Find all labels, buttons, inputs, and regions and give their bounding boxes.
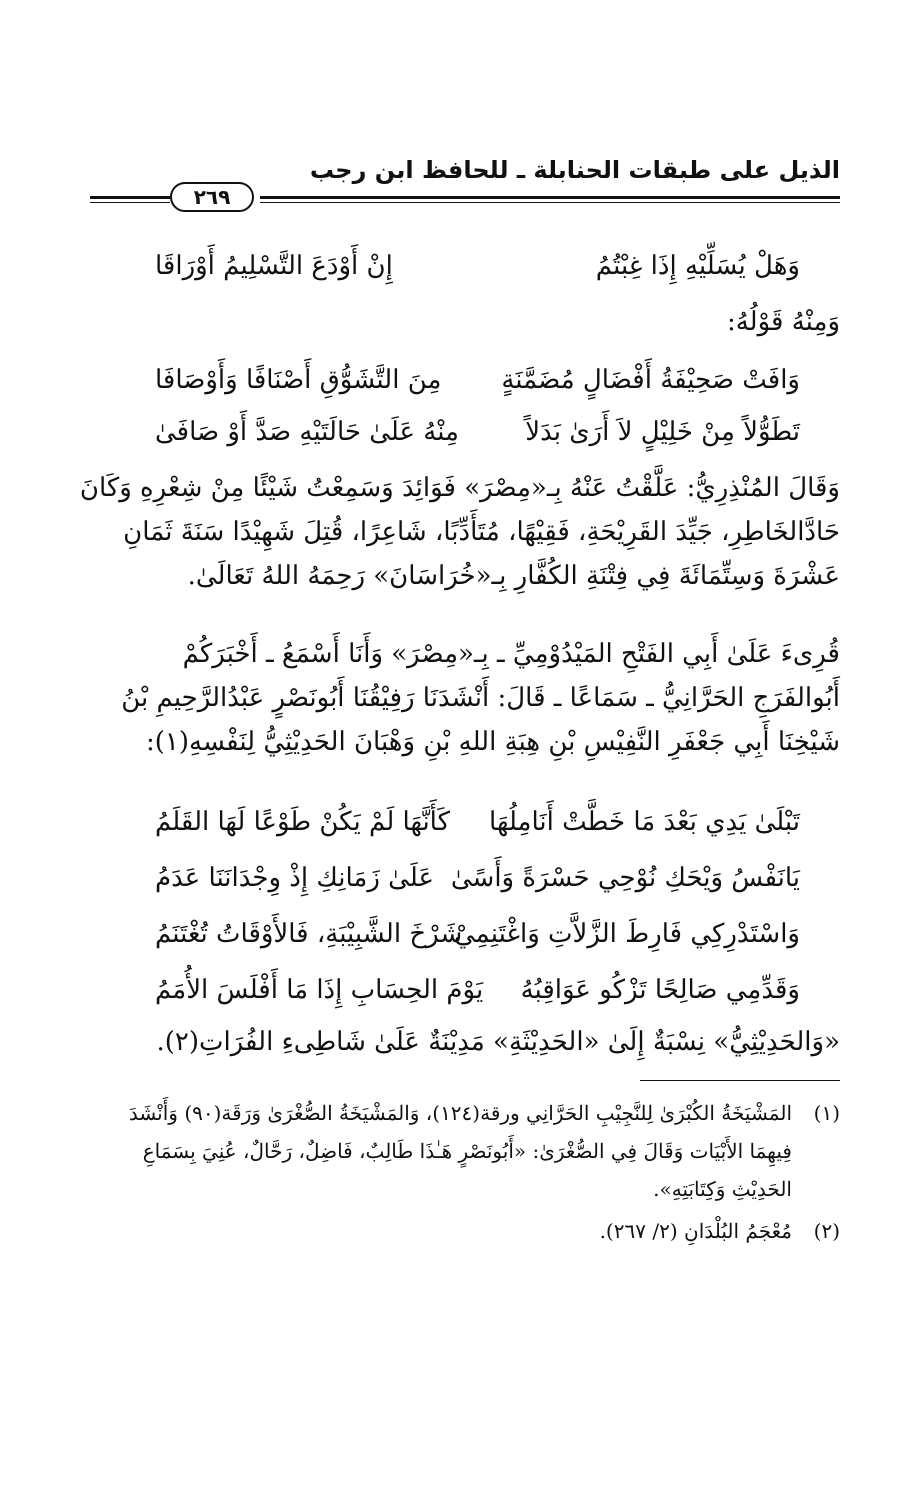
verse-second-hemistich: مِنَ التَّشَوُّقِ أَصْنَافًا وَأَوْصَافَا (155, 365, 442, 395)
verse-first-hemistich: وَقَدِّمِي صَالِحًا تَزْكُو عَوَاقِبُهُ (520, 975, 800, 1005)
footnote-number: (١) (813, 1101, 840, 1125)
footnote-line (90, 1094, 840, 1132)
poem2-verse-3 (100, 904, 840, 964)
footnote-number: (٢) (813, 1219, 840, 1243)
footnote-text: مُعْجَمُ البُلْدَانِ (٢/ ٢٦٧). (599, 1219, 792, 1243)
paragraph-isnad (90, 632, 840, 764)
verse-first-hemistich: وَهَلْ يُسَلِّيْهِ إِذَا غِبْتُمُ (595, 251, 800, 281)
prose-line: حَادَّالخَاطِرِ، جَيِّدَ القَرِيْحَةِ، فَقِيْهًا، مُتَأَدِّبًا، شَاعِرًا، قُتِلَ شَهِيْدًا سَنَةَ ثَمَانِ (123, 517, 840, 547)
poem1-verse-1 (100, 350, 840, 410)
header-rule-left (90, 196, 170, 199)
footnote-line: الحَدِيْثِ وَكِتَابَتِهِ». (653, 1177, 792, 1201)
verse-first-hemistich: تَطَوُّلاً مِنْ خَلِيْلٍ لاَ أَرَىٰ بَدَلاً (525, 417, 800, 447)
prose-line: قُرِىءَ عَلَىٰ أَبِي الفَتْحِ المَيْدُوْمِيِّ ـ بِـ«مِصْرَ» وَأَنَا أَسْمَعُ ـ أَخْبَرَكُمْ (182, 639, 840, 669)
prose-line: أَبُوالفَرَجِ الحَرَّانِيُّ ـ سَمَاعًا ـ قَالَ: أَنْشَدَنَا رَفِيْقُنَا أَبُونَصْرٍ عَبْدُالرَّحِيمِ بْنُ (121, 683, 840, 713)
footnote-text: المَشْيَخَةُ الكُبْرَىٰ لِلنَّجِيْبِ الحَرَّانِي ورقة(١٢٤)، وَالمَشْيَخَةُ الصُّغْرَىٰ وَرَقَة(٩٠) وَأَنْشَدَ (128, 1101, 792, 1125)
page-number: ٢٦٩ (170, 182, 254, 212)
verse-second-hemistich: شَرْخَ الشَّبِيْبَةِ، فَالأَوْقَاتُ تُغْتَنَمُ (155, 919, 463, 949)
prose-line: وَقَالَ المُنْذِرِيُّ: عَلَّقْتُ عَنْهُ بِـ«مِصْرَ» فَوَائِدَ وَسَمِعْتُ شَيْئًا مِنْ شِعْرِهِ وَكَانَ (79, 473, 840, 503)
verse-second-hemistich: مِنْهُ عَلَىٰ حَالَتَيْهِ صَدَّ أَوْ صَافَىٰ (155, 417, 459, 447)
poem2-verse-1 (100, 792, 840, 852)
verse-first-hemistich: وَاسْتَدْرِكِي فَارِطَ الزَّلاَّتِ وَاغْتَنِمِيْ (454, 919, 800, 949)
paragraph-mundhiri (79, 466, 840, 598)
poem2-verse-2 (100, 848, 840, 908)
verse-second-hemistich: يَوْمَ الحِسَابِ إِذَا مَا أَفْلَسَ الأُمَمُ (155, 975, 484, 1005)
intro-text: وَمِنْهُ قَوْلُهُ: (726, 307, 840, 337)
prose-line: شَيْخِنَا أَبِي جَعْفَرِ النَّفِيْسِ بْنِ هِبَةِ اللهِ بْنِ وَهْبَانَ الحَدِيْثِيُّ لِنَفْسِهِ(١): (146, 727, 840, 757)
footnote-2 (90, 1212, 840, 1250)
verse-second-hemistich: إِنْ أَوْدَعَ التَّسْلِيمُ أَوْرَاقَا (155, 251, 393, 281)
poem2-verse-4 (100, 960, 840, 1020)
verse-top (100, 236, 840, 296)
footnote-1 (90, 1094, 840, 1208)
intro-line (90, 300, 840, 344)
verse-first-hemistich: تَبْلَىٰ يَدِي بَعْدَ مَا خَطَّتْ أَنَامِلُهَا (489, 807, 800, 837)
header-rule (90, 185, 840, 218)
verse-first-hemistich: يَانَفْسُ وَيْحَكِ نُوْحِي حَسْرَةً وَأَسًىٰ (450, 863, 800, 893)
footnote-separator (640, 1080, 840, 1081)
header-rule-right (260, 196, 840, 199)
footnote-line: فِيهِمَا الأَبْيَات وَقَالَ فِي الصُّغْرَىٰ: «أَبُونَصْرٍ هَـٰذَا طَالِبٌ، فَاضِلٌ، رَحَّالٌ، عُنِيَ بِسَمَاعِ (142, 1139, 792, 1163)
verse-second-hemistich: كَأَنَّهَا لَمْ يَكُنْ طَوْعًا لَهَا القَلَمُ (155, 807, 450, 837)
verse-first-hemistich: وَافَتْ صَحِيْفَةُ أَفْضَالٍ مُضَمَّنَةٍ (501, 365, 800, 395)
poem1-verse-2 (100, 402, 840, 462)
book-title: الذيل على طبقات الحنابلة ـ للحافظ ابن رجب (309, 156, 840, 184)
verse-second-hemistich: عَلَىٰ زَمَانِكِ إِذْ وِجْدَانَنَا عَدَمُ (155, 863, 434, 893)
paragraph-nisba (90, 1020, 840, 1064)
footnote-line (90, 1212, 840, 1250)
prose-line: عَشْرَةَ وَسِتِّمَائَةَ فِي فِتْنَةِ الكُفَّارِ بِـ«خُرَاسَانَ» رَحِمَهُ اللهُ تَعَالَىٰ. (187, 561, 840, 591)
prose-line: «وَالحَدِيْثِيُّ» نِسْبَةٌ إِلَىٰ «الحَدِيْثَةِ» مَدِيْنَةٌ عَلَىٰ شَاطِىءِ الفُرَاتِ(٢). (156, 1027, 840, 1057)
